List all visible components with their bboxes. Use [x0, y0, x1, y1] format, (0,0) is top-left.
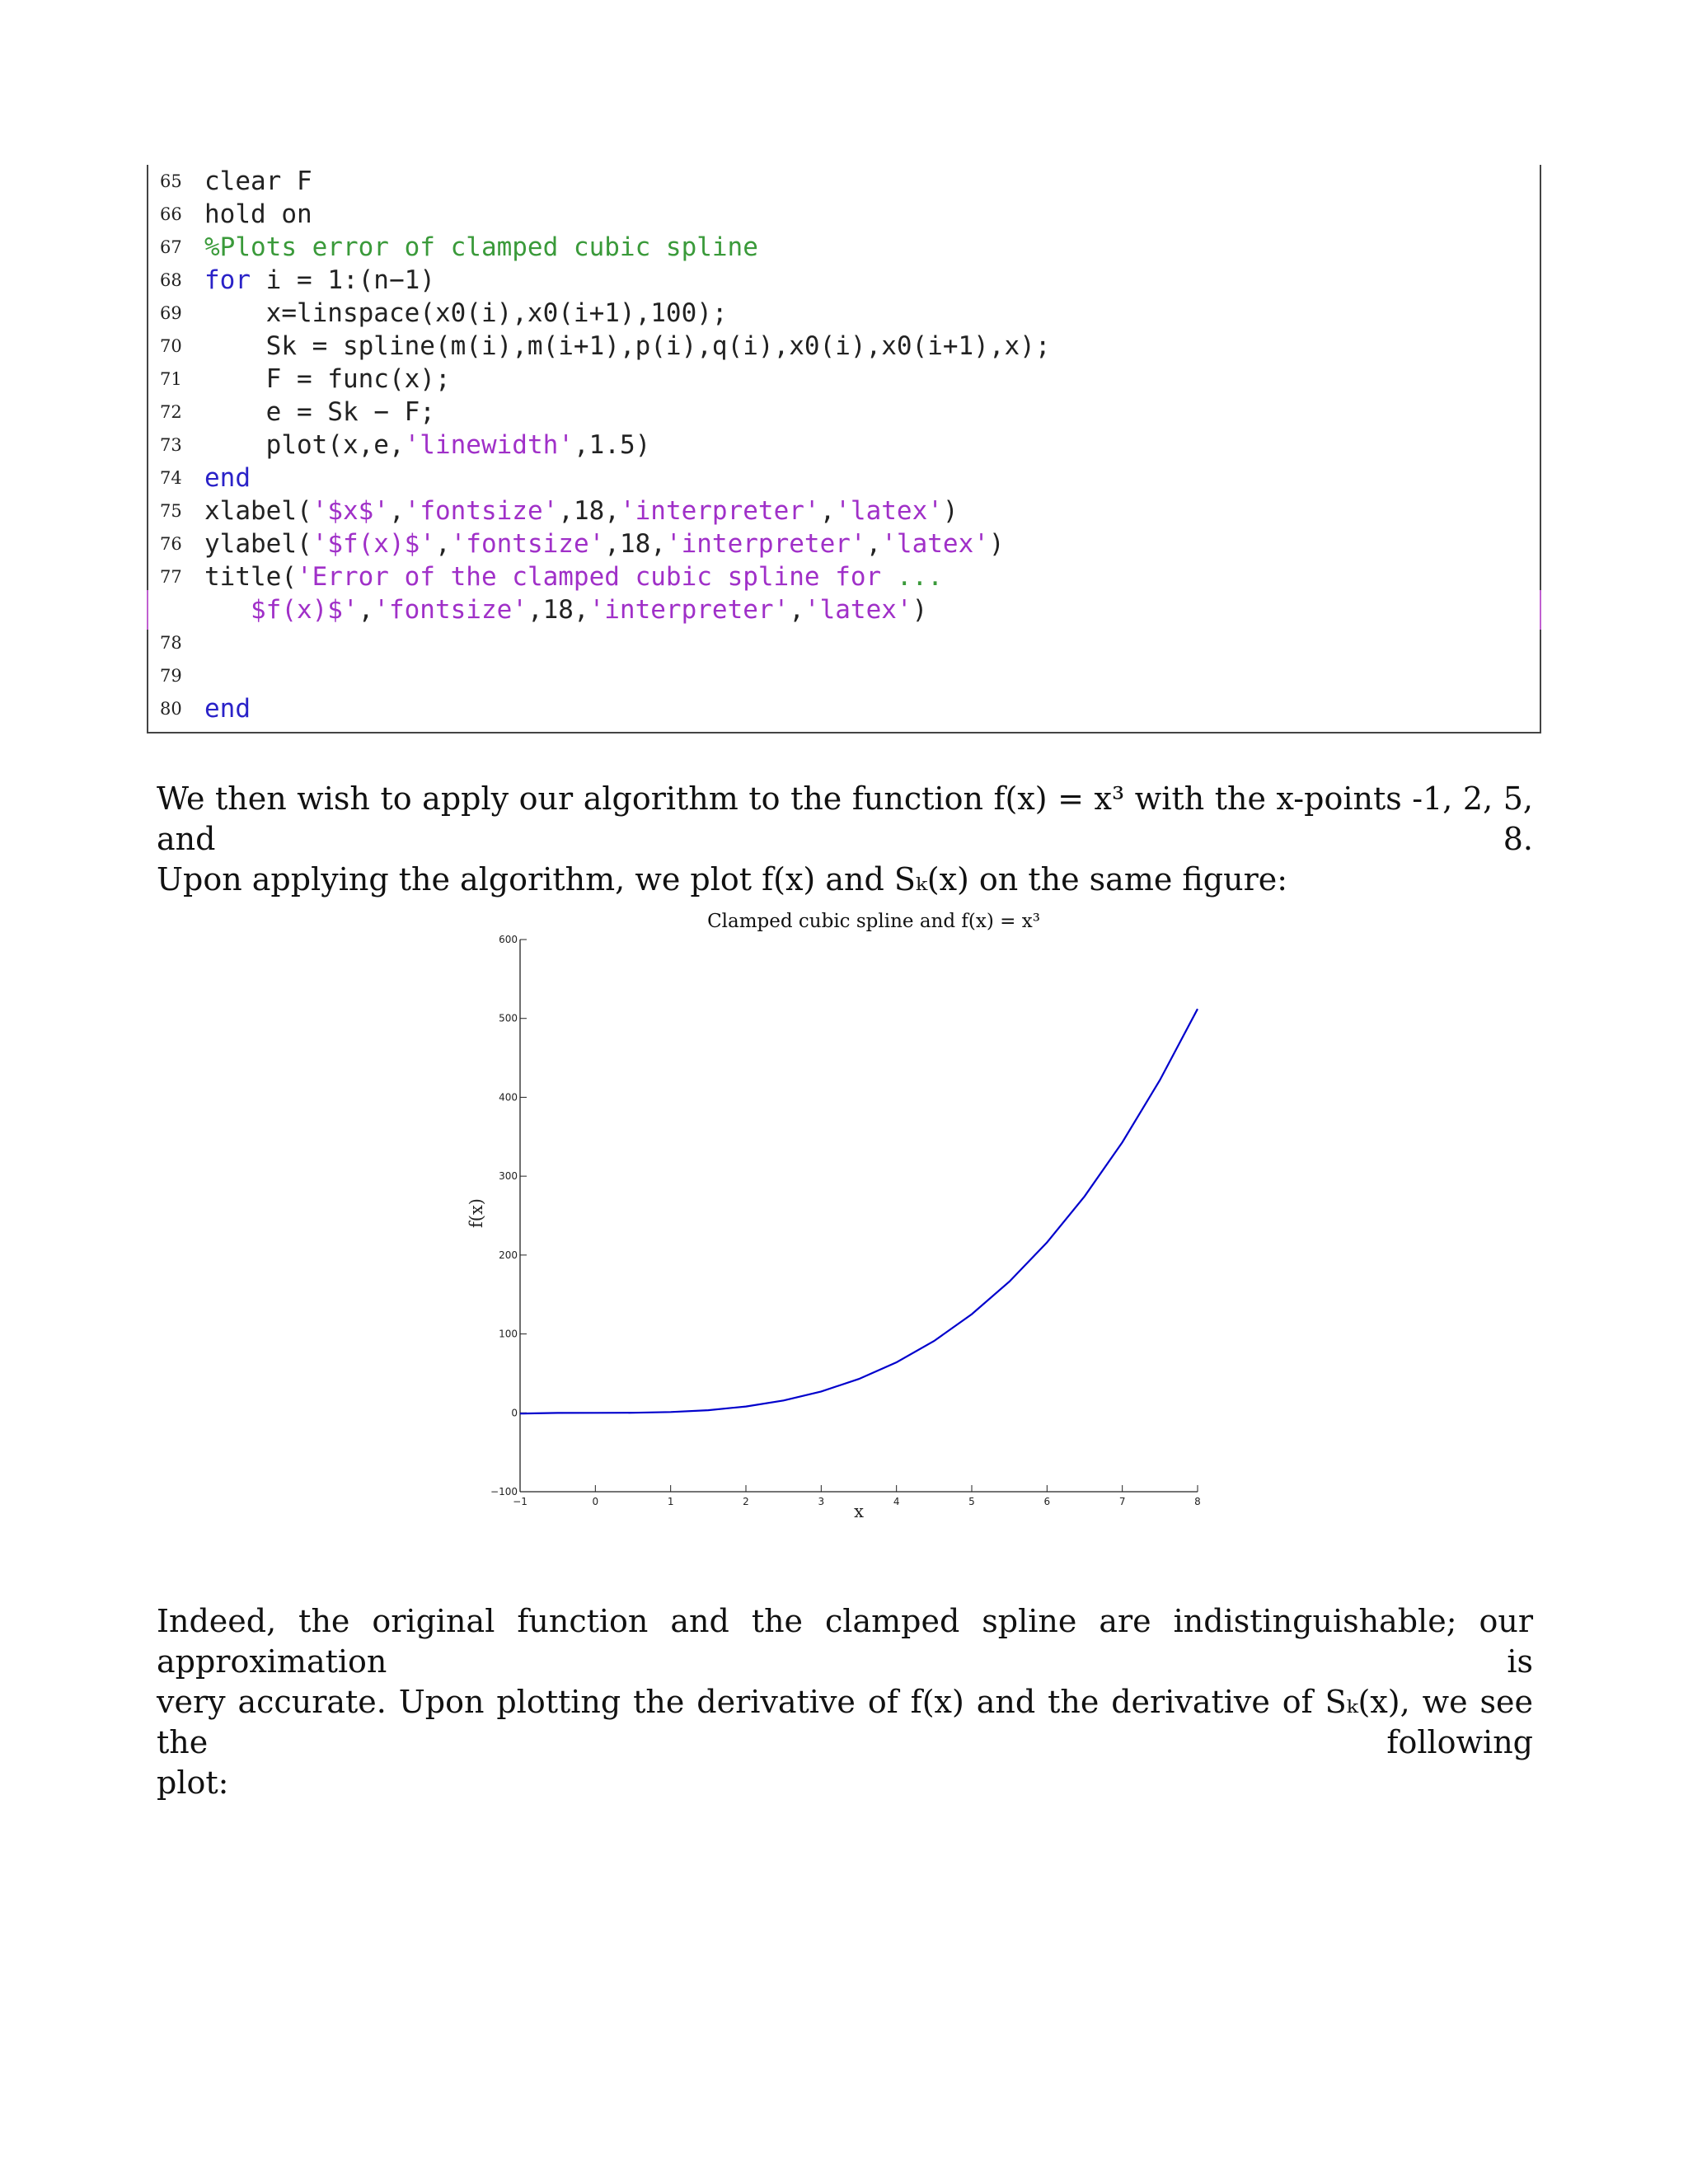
code-text	[204, 231, 758, 264]
code-token: ,	[865, 529, 882, 559]
code-token: 'latex'	[881, 529, 989, 559]
code-token: end	[204, 463, 251, 493]
paragraph-conclusion-line-1: Indeed, the original function and the clamped spline are indistinguishable; our approximation is	[157, 1603, 1533, 1680]
x-tick-label: 0	[592, 1496, 599, 1507]
y-tick-label: 300	[499, 1170, 518, 1183]
code-text	[204, 264, 435, 297]
code-token: hold on	[204, 199, 312, 229]
line-number: 74	[160, 468, 182, 488]
code-token: ,18,	[527, 595, 589, 625]
code-token: end	[204, 694, 251, 724]
code-token: xlabel(	[204, 496, 312, 526]
code-token: title(	[204, 562, 297, 592]
code-listing	[147, 165, 1541, 733]
line-number: 69	[160, 303, 182, 323]
line-number: 72	[160, 402, 182, 422]
code-token: 'fontsize'	[450, 529, 605, 559]
code-token: clear F	[204, 166, 312, 196]
paragraph-conclusion	[157, 1601, 1533, 1803]
x-tick-label: 7	[1118, 1496, 1126, 1507]
code-text	[204, 396, 435, 429]
line-number: 75	[160, 501, 182, 521]
code-token: 'interpreter'	[665, 529, 866, 559]
line-wrap-marker	[147, 590, 148, 630]
code-text	[204, 297, 728, 330]
code-token: ylabel(	[204, 529, 312, 559]
y-axis-label: f(x)	[467, 1197, 486, 1229]
code-token: ,1.5)	[573, 430, 651, 460]
line-number: 70	[160, 336, 182, 356]
code-token: '$f(x)$'	[312, 529, 435, 559]
x-tick-label: −1	[513, 1496, 528, 1507]
line-number: 71	[160, 369, 182, 389]
x-tick-label: 3	[818, 1496, 825, 1507]
code-token: 'latex'	[804, 595, 912, 625]
y-tick-label: −100	[490, 1486, 518, 1497]
line-number: 77	[160, 567, 182, 587]
code-token: plot(x,e,	[204, 430, 405, 460]
code-line	[148, 593, 1540, 626]
code-token: for	[204, 265, 251, 295]
code-line	[148, 692, 1540, 725]
code-token: i = 1:(n−1)	[251, 265, 435, 295]
y-tick-label: 0	[511, 1407, 518, 1419]
code-token: ...	[896, 562, 943, 592]
code-line	[148, 527, 1540, 560]
code-token: 'latex'	[835, 496, 943, 526]
y-tick-label: 200	[499, 1249, 518, 1261]
line-number: 76	[160, 534, 182, 554]
code-line	[148, 396, 1540, 429]
y-tick-label: 100	[499, 1328, 518, 1340]
spline-figure	[445, 894, 1228, 1537]
line-number: 67	[160, 237, 182, 257]
x-tick-label: 1	[667, 1496, 674, 1507]
code-text	[204, 560, 943, 593]
code-line	[148, 626, 1540, 659]
spline-series-line	[520, 1009, 1198, 1413]
x-tick-label: 4	[893, 1496, 900, 1507]
x-tick-label: 8	[1194, 1496, 1201, 1507]
code-text	[204, 527, 1005, 560]
paragraph-intro-line-1: We then wish to apply our algorithm to the function f(x) = x³ with the x-points -1, 2, 5, and 8.	[157, 780, 1533, 857]
code-token: 'fontsize'	[373, 595, 528, 625]
code-line	[148, 231, 1540, 264]
code-token: ,	[388, 496, 405, 526]
code-line	[148, 429, 1540, 462]
x-tick-label: 2	[743, 1496, 749, 1507]
code-line	[148, 560, 1540, 593]
line-wrap-marker	[1540, 590, 1541, 630]
code-text	[204, 330, 1051, 363]
line-number: 68	[160, 270, 182, 290]
line-number: 66	[160, 204, 182, 224]
code-text	[204, 165, 312, 198]
line-number: 78	[160, 633, 182, 653]
code-token: )	[912, 595, 928, 625]
code-text	[204, 363, 451, 396]
code-text	[204, 429, 650, 462]
code-text	[204, 198, 312, 231]
line-number: 65	[160, 171, 182, 191]
x-tick-label: 5	[968, 1496, 975, 1507]
y-tick-label: 600	[499, 934, 518, 945]
paragraph-intro	[157, 779, 1533, 900]
code-token: e = Sk − F;	[204, 397, 435, 427]
code-line	[148, 363, 1540, 396]
code-token: $f(x)$'	[204, 595, 359, 625]
code-line	[148, 494, 1540, 527]
paragraph-intro-line-2: Upon applying the algorithm, we plot f(x) and Sₖ(x) on the same figure:	[157, 861, 1288, 898]
code-token: ,	[789, 595, 804, 625]
code-token: %Plots error of clamped cubic spline	[204, 232, 758, 262]
code-token: ,	[434, 529, 451, 559]
code-token: '$x$'	[312, 496, 389, 526]
code-token: 'Error of the clamped cubic spline for	[296, 562, 897, 592]
y-tick-label: 500	[499, 1012, 518, 1024]
y-tick-label: 400	[499, 1091, 518, 1104]
code-line	[148, 659, 1540, 692]
code-token: ,	[358, 595, 374, 625]
paragraph-conclusion-line-3: plot:	[157, 1765, 229, 1801]
code-text	[204, 462, 251, 494]
paragraph-conclusion-line-2: very accurate. Upon plotting the derivative of f(x) and the derivative of Sₖ(x), we see the following	[157, 1684, 1533, 1760]
code-line	[148, 462, 1540, 494]
code-line	[148, 198, 1540, 231]
code-token: 'linewidth'	[404, 430, 574, 460]
chart-title: Clamped cubic spline and f(x) = x³	[707, 911, 1040, 932]
code-token: ,18,	[558, 496, 620, 526]
code-line	[148, 165, 1540, 198]
line-number: 80	[160, 699, 182, 719]
code-token: 'fontsize'	[404, 496, 559, 526]
code-text	[204, 494, 959, 527]
spline-chart	[445, 894, 1228, 1537]
x-tick-label: 6	[1043, 1496, 1051, 1507]
code-token: 'interpreter'	[588, 595, 790, 625]
code-line	[148, 297, 1540, 330]
code-token: ,18,	[604, 529, 666, 559]
code-token: )	[942, 496, 959, 526]
code-token: Sk = spline(m(i),m(i+1),p(i),q(i),x0(i),x0(i+1),x);	[204, 331, 1051, 361]
code-line	[148, 330, 1540, 363]
code-token: F = func(x);	[204, 364, 451, 394]
code-text	[204, 593, 927, 626]
code-token: 'interpreter'	[619, 496, 820, 526]
line-number: 73	[160, 435, 182, 455]
code-line	[148, 264, 1540, 297]
code-token: ,	[819, 496, 836, 526]
code-token: )	[988, 529, 1005, 559]
code-text	[204, 692, 251, 725]
x-axis-label: x	[854, 1502, 864, 1521]
code-token: x=linspace(x0(i),x0(i+1),100);	[204, 298, 728, 328]
line-number: 79	[160, 666, 182, 686]
